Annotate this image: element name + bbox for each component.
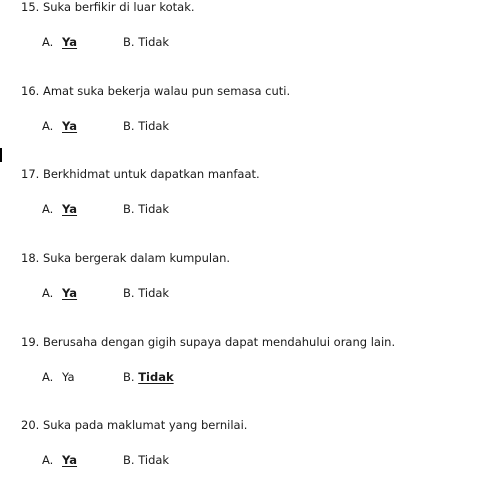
option-b[interactable] — [123, 202, 169, 216]
question-text — [21, 0, 195, 14]
question-label: Amat suka bekerja walau pun semasa cuti. — [42, 84, 291, 98]
question-19 — [0, 335, 480, 395]
option-answer-selected: Tidak — [138, 370, 174, 384]
question-label: Berusaha dengan gigih supaya dapat mendahului orang lain. — [42, 335, 396, 349]
question-17 — [0, 167, 480, 227]
question-label: Suka berfikir di luar kotak. — [42, 0, 195, 14]
option-letter: A. — [42, 119, 54, 133]
option-answer: B. Tidak — [123, 35, 170, 49]
option-b[interactable] — [123, 35, 169, 49]
option-letter: A. — [42, 453, 54, 467]
question-18 — [0, 251, 480, 311]
question-number: 18. — [21, 251, 40, 265]
option-answer-selected: Ya — [62, 119, 78, 133]
option-letter: A. — [42, 286, 54, 300]
question-text — [21, 335, 395, 349]
question-label: Suka pada maklumat yang bernilai. — [42, 418, 248, 432]
option-b[interactable] — [123, 286, 169, 300]
option-letter: A. — [42, 35, 54, 49]
question-text — [21, 418, 247, 432]
option-a[interactable] — [42, 286, 77, 300]
question-label: Suka bergerak dalam kumpulan. — [42, 251, 231, 265]
question-number: 19. — [21, 335, 40, 349]
question-label: Berkhidmat untuk dapatkan manfaat. — [42, 167, 260, 181]
question-number: 20. — [21, 418, 40, 432]
option-a[interactable] — [42, 453, 77, 467]
option-answer-selected: Ya — [62, 202, 78, 216]
option-answer: B. Tidak — [123, 119, 170, 133]
option-answer: B. Tidak — [123, 286, 170, 300]
option-answer-selected: Ya — [62, 35, 78, 49]
question-16 — [0, 84, 480, 144]
question-number: 17. — [21, 167, 40, 181]
question-number: 16. — [21, 84, 40, 98]
option-letter: A. — [42, 202, 54, 216]
option-b[interactable] — [123, 119, 169, 133]
option-b[interactable] — [123, 453, 169, 467]
text-cursor — [0, 148, 2, 162]
question-15 — [0, 0, 480, 60]
option-answer-selected: Ya — [62, 286, 78, 300]
option-answer: B. Tidak — [123, 202, 170, 216]
option-b[interactable] — [123, 370, 174, 384]
question-20 — [0, 418, 480, 478]
question-text — [21, 251, 230, 265]
option-a[interactable] — [42, 119, 77, 133]
question-text — [21, 167, 260, 181]
option-answer: B. Tidak — [123, 453, 170, 467]
option-answer: Ya — [62, 370, 75, 384]
option-a[interactable] — [42, 202, 77, 216]
option-a[interactable] — [42, 35, 77, 49]
option-a[interactable] — [42, 370, 75, 384]
option-letter: A. — [42, 370, 54, 384]
option-letter: B. — [123, 370, 135, 384]
option-answer-selected: Ya — [62, 453, 78, 467]
question-text — [21, 84, 290, 98]
question-number: 15. — [21, 0, 40, 14]
